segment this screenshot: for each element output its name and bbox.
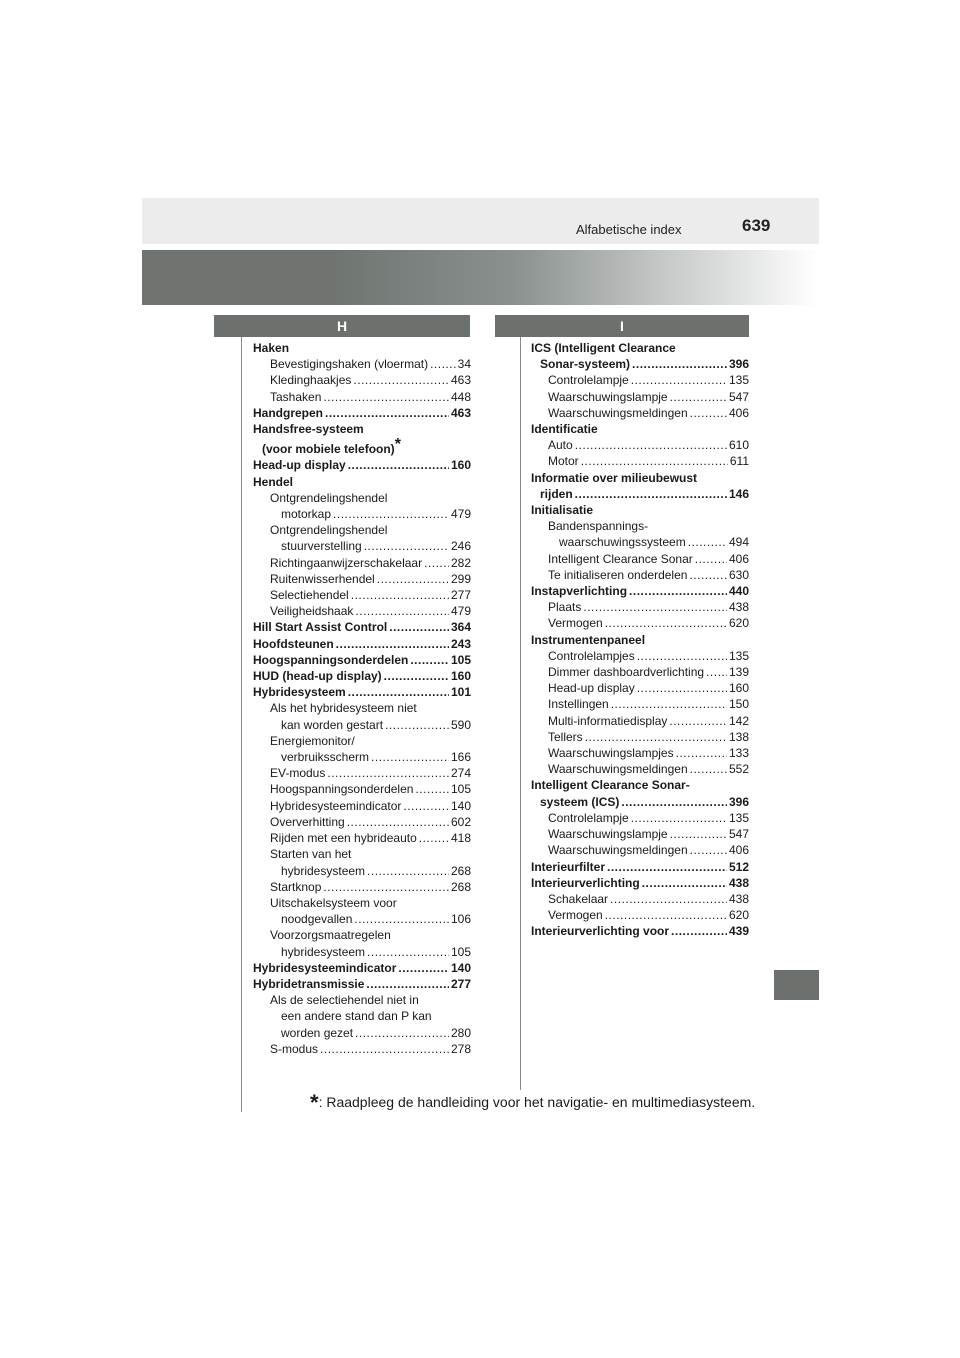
dot-leader [327, 765, 449, 781]
entry-text: Uitschakelsysteem voor [270, 895, 397, 910]
dot-leader [670, 389, 727, 405]
entry-text: Bevestigingshaken (vloermat) [270, 357, 429, 372]
dot-leader [690, 761, 727, 777]
entry-page: 406 [728, 405, 749, 420]
entry-text: Vermogen [548, 908, 603, 923]
entry-page: 463 [450, 405, 471, 420]
index-entry [531, 777, 749, 793]
dot-leader [689, 567, 727, 583]
dot-leader [325, 405, 449, 421]
entry-page: 277 [450, 588, 471, 603]
entry-page: 138 [728, 729, 749, 744]
entry-page: 611 [729, 454, 749, 469]
entry-page: 34 [457, 357, 471, 372]
dot-leader [632, 356, 727, 372]
entry-text: Identificatie [531, 422, 598, 437]
index-entry [531, 664, 749, 680]
entry-page: 479 [450, 507, 471, 522]
entry-page: 160 [728, 681, 749, 696]
entry-page: 146 [728, 486, 749, 501]
entry-text: Ontgrendelingshendel [270, 523, 388, 538]
index-entry [253, 1025, 471, 1041]
entry-text: Hybridesysteemindicator [253, 960, 397, 975]
entry-text: Hybridetransmissie [253, 976, 365, 991]
entry-text: Sonar-systeem) [540, 357, 631, 372]
index-entry [253, 389, 471, 405]
index-entry [253, 421, 471, 437]
entry-text: een andere stand dan P kan [281, 1009, 432, 1024]
entry-text: stuurverstelling [281, 539, 362, 554]
entry-text: HUD (head-up display) [253, 669, 382, 684]
entry-page: 105 [450, 944, 471, 959]
dot-leader [348, 457, 449, 473]
entry-text: Controlelampje [548, 373, 629, 388]
entry-page: 243 [450, 636, 471, 651]
entry-page: 547 [728, 827, 749, 842]
entry-text: Plaats [548, 600, 582, 615]
entry-text: Interieurfilter [531, 859, 606, 874]
entry-text: Hoogspanningsonderdelen [253, 652, 409, 667]
entry-text: Dimmer dashboardverlichting [548, 665, 705, 680]
dot-leader [637, 648, 727, 664]
entry-page: 630 [728, 567, 749, 582]
dot-leader [671, 923, 727, 939]
entry-page: 139 [728, 665, 749, 680]
entry-text: waarschuwingssysteem [559, 535, 686, 550]
entry-text: Hoofdsteunen [253, 636, 334, 651]
index-entry [531, 518, 749, 534]
entry-page: 610 [728, 438, 749, 453]
index-entry [253, 571, 471, 587]
dot-leader [384, 668, 449, 684]
dot-leader [637, 680, 727, 696]
entry-page: 438 [728, 875, 749, 890]
entry-text: Head-up display [548, 681, 635, 696]
index-entry [531, 599, 749, 615]
entry-text: Selectiehendel [270, 588, 349, 603]
entry-text: worden gezet [281, 1025, 354, 1040]
dot-leader [583, 599, 727, 615]
entry-page: 135 [728, 810, 749, 825]
dot-leader [581, 453, 728, 469]
index-entry [531, 761, 749, 777]
left-margin-rule [241, 315, 242, 1112]
dot-leader [607, 859, 727, 875]
index-entry [253, 619, 471, 635]
entry-text: Waarschuwingslampje [548, 389, 668, 404]
entry-text: Instellingen [548, 697, 609, 712]
entry-text: Energiemonitor/ [270, 733, 355, 748]
dot-leader [366, 976, 449, 992]
entry-text: Instrumentenpaneel [531, 632, 646, 647]
entry-page: 133 [728, 746, 749, 761]
index-entry [253, 830, 471, 846]
entry-page: 463 [450, 373, 471, 388]
index-entry [253, 895, 471, 911]
column-divider [520, 315, 521, 1090]
entry-page: 438 [728, 891, 749, 906]
entry-text: Handgrepen [253, 405, 324, 420]
entry-text: Intelligent Clearance Sonar- [531, 778, 690, 793]
section-thumb-tab [774, 970, 819, 1000]
entry-page: 418 [450, 831, 471, 846]
entry-text: Bandenspannings- [548, 519, 649, 534]
column-heading-i: I [495, 315, 749, 337]
entry-page: 406 [728, 551, 749, 566]
entry-text: Hybridesysteemindicator [270, 798, 402, 813]
dot-leader [676, 745, 727, 761]
dot-leader [631, 372, 727, 388]
index-entry [253, 814, 471, 830]
dot-leader [371, 749, 449, 765]
dot-leader [385, 717, 449, 733]
index-entry [531, 534, 749, 550]
dot-leader [367, 863, 449, 879]
entry-text: hybridesysteem [281, 944, 366, 959]
entry-text: ICS (Intelligent Clearance [531, 341, 676, 355]
dot-leader [690, 405, 727, 421]
index-entry [531, 405, 749, 421]
index-entry [253, 636, 471, 652]
index-entry [531, 567, 749, 583]
entry-page: 140 [450, 798, 471, 813]
index-entry [253, 733, 471, 749]
entry-page: 494 [728, 535, 749, 550]
entry-text: Richtingaanwijzerschakelaar [270, 555, 423, 570]
entry-text: Waarschuwingslampjes [548, 746, 674, 761]
index-entry [253, 960, 471, 976]
index-entry [253, 538, 471, 554]
entry-page: 274 [450, 766, 471, 781]
entry-text: Veiligheidshaak [270, 604, 354, 619]
dot-leader [367, 944, 449, 960]
index-entry [253, 944, 471, 960]
entry-text: motorkap [281, 507, 332, 522]
entry-text: (voor mobiele telefoon) [262, 442, 395, 457]
entry-text: Ontgrendelingshendel [270, 490, 388, 505]
entry-text: Als de selectiehendel niet in [270, 993, 419, 1008]
dot-leader [355, 1025, 449, 1041]
entry-page: 140 [450, 960, 471, 975]
entry-page: 448 [450, 389, 471, 404]
footnote-text: : Raadpleeg de handleiding voor het navigatie- en multimediasysteem. [318, 1094, 756, 1110]
dot-leader [642, 875, 727, 891]
dot-leader [336, 636, 449, 652]
dot-leader [354, 911, 449, 927]
index-entry [531, 745, 749, 761]
index-entry [253, 603, 471, 619]
dot-leader [669, 713, 727, 729]
index-entry [531, 583, 749, 599]
dot-leader [351, 587, 449, 603]
entry-page: 135 [728, 373, 749, 388]
dot-leader [610, 891, 727, 907]
dot-leader [398, 960, 449, 976]
entry-page: 277 [450, 976, 471, 991]
entry-text: Instapverlichting [531, 584, 628, 599]
index-entry [253, 765, 471, 781]
dot-leader [353, 372, 449, 388]
index-entry [253, 474, 471, 490]
index-entry [253, 1041, 471, 1057]
entry-page: 299 [450, 571, 471, 586]
entry-text: Kledinghaakjes [270, 373, 352, 388]
dot-leader [631, 810, 727, 826]
dot-leader [430, 356, 456, 372]
page-number: 639 [742, 216, 771, 235]
entry-text: Hill Start Assist Control [253, 620, 388, 635]
entry-text: Waarschuwingsmeldingen [548, 843, 688, 858]
decorative-banner [142, 250, 819, 305]
entry-text: Oververhitting [270, 814, 345, 829]
entry-text: Waarschuwingsmeldingen [548, 762, 688, 777]
index-entry [531, 891, 749, 907]
index-entry [253, 992, 471, 1008]
index-entry [531, 648, 749, 664]
entry-text: Schakelaar [548, 891, 609, 906]
dot-leader [323, 389, 449, 405]
entry-text: Controlelampjes [548, 648, 635, 663]
entry-page: 590 [450, 717, 471, 732]
index-entry [253, 405, 471, 421]
entry-page: 439 [728, 924, 749, 939]
entry-page: 105 [450, 782, 471, 797]
index-entry [531, 632, 749, 648]
index-entry [531, 680, 749, 696]
index-entry [253, 700, 471, 716]
entry-text: Hybridesysteem [253, 685, 346, 700]
index-entry [253, 846, 471, 862]
entry-text: verbruiksscherm [281, 750, 370, 765]
entry-text: Hoogspanningsonderdelen [270, 782, 414, 797]
entry-text: Te initialiseren onderdelen [548, 567, 688, 582]
dot-leader [695, 551, 727, 567]
footnote-asterisk: * [310, 1090, 319, 1115]
index-entry [531, 859, 749, 875]
index-entry [531, 810, 749, 826]
entry-text: Interieurverlichting [531, 875, 640, 890]
entry-page: 105 [450, 652, 471, 667]
index-entry [531, 713, 749, 729]
index-entry [531, 875, 749, 891]
entry-text: systeem (ICS) [540, 794, 620, 809]
index-entry [531, 826, 749, 842]
index-entry [531, 340, 749, 356]
index-entry [253, 879, 471, 895]
index-entry [531, 421, 749, 437]
index-entry [531, 729, 749, 745]
index-entry [531, 437, 749, 453]
entry-page: 135 [728, 648, 749, 663]
entry-page: 160 [450, 458, 471, 473]
index-entry [253, 863, 471, 879]
index-entry [531, 794, 749, 810]
dot-leader [419, 830, 449, 846]
entry-text: Initialisatie [531, 503, 594, 518]
dot-leader [575, 437, 727, 453]
dot-leader [348, 684, 449, 700]
dot-leader [706, 664, 727, 680]
section-title: Alfabetische index [576, 222, 682, 237]
entry-page: 282 [450, 555, 471, 570]
footnote-marker: * [394, 436, 401, 454]
dot-leader [690, 842, 727, 858]
index-entry [253, 457, 471, 473]
index-column-left [253, 340, 471, 1057]
entry-page: 396 [728, 357, 749, 372]
index-entry [253, 1008, 471, 1024]
entry-text: Starten van het [270, 847, 352, 862]
entry-text: hybridesysteem [281, 863, 366, 878]
dot-leader [323, 879, 449, 895]
index-column-right [531, 340, 749, 940]
entry-page: 406 [728, 843, 749, 858]
entry-text: Informatie over milieubewust [531, 470, 698, 485]
entry-text: Intelligent Clearance Sonar [548, 551, 693, 566]
index-entry [253, 437, 471, 457]
dot-leader [605, 907, 727, 923]
dot-leader [415, 781, 449, 797]
dot-leader [347, 814, 449, 830]
entry-text: Voorzorgsmaatregelen [270, 928, 391, 943]
index-entry [531, 907, 749, 923]
index-entry [531, 356, 749, 372]
dot-leader [410, 652, 449, 668]
index-entry [253, 587, 471, 603]
index-entry [531, 502, 749, 518]
index-entry [531, 615, 749, 631]
index-entry [253, 668, 471, 684]
index-entry [531, 923, 749, 939]
entry-text: Tellers [548, 729, 583, 744]
dot-leader [389, 619, 449, 635]
dot-leader [377, 571, 449, 587]
entry-text: Multi-informatiedisplay [548, 713, 668, 728]
dot-leader [355, 603, 449, 619]
index-entry [253, 522, 471, 538]
entry-text: Rijden met een hybrideauto [270, 831, 417, 846]
dot-leader [629, 583, 727, 599]
dot-leader [611, 696, 727, 712]
entry-page: 552 [728, 762, 749, 777]
index-entry [531, 470, 749, 486]
entry-page: 106 [450, 912, 471, 927]
entry-text: EV-modus [270, 766, 326, 781]
entry-text: Tashaken [270, 389, 322, 404]
entry-page: 166 [450, 750, 471, 765]
entry-page: 479 [450, 604, 471, 619]
entry-text: Head-up display [253, 458, 346, 473]
entry-page: 101 [450, 685, 471, 700]
entry-page: 364 [450, 620, 471, 635]
index-entry [253, 781, 471, 797]
entry-page: 280 [450, 1025, 471, 1040]
index-entry [531, 453, 749, 469]
entry-text: Motor [548, 454, 579, 469]
entry-page: 268 [450, 879, 471, 894]
index-entry [531, 696, 749, 712]
entry-text: Haken [253, 341, 290, 355]
entry-page: 440 [728, 584, 749, 599]
footnote [310, 1090, 755, 1116]
entry-text: rijden [540, 486, 573, 501]
index-entry [253, 372, 471, 388]
dot-leader [575, 486, 727, 502]
entry-text: Waarschuwingsmeldingen [548, 405, 688, 420]
dot-leader [320, 1041, 449, 1057]
index-entry [253, 798, 471, 814]
entry-text: Handsfree-systeem [253, 422, 364, 437]
entry-text: Auto [548, 438, 573, 453]
index-entry [253, 927, 471, 943]
index-entry [253, 717, 471, 733]
dot-leader [688, 534, 727, 550]
index-entry [253, 684, 471, 700]
index-entry [531, 389, 749, 405]
entry-page: 150 [728, 697, 749, 712]
entry-page: 512 [728, 859, 749, 874]
entry-text: Interieurverlichting voor [531, 924, 670, 939]
entry-text: noodgevallen [281, 912, 353, 927]
entry-text: Vermogen [548, 616, 603, 631]
column-heading-h: H [214, 315, 470, 337]
entry-page: 246 [450, 539, 471, 554]
index-entry [253, 749, 471, 765]
entry-page: 278 [450, 1041, 471, 1056]
entry-page: 620 [728, 616, 749, 631]
entry-page: 268 [450, 863, 471, 878]
dot-leader [424, 555, 449, 571]
index-entry [531, 486, 749, 502]
dot-leader [585, 729, 727, 745]
dot-leader [605, 615, 727, 631]
entry-page: 438 [728, 600, 749, 615]
entry-page: 396 [728, 794, 749, 809]
index-entry [253, 356, 471, 372]
index-entry [253, 340, 471, 356]
header-bar [142, 198, 819, 244]
index-entry [253, 976, 471, 992]
entry-text: Hendel [253, 474, 294, 489]
entry-text: Waarschuwingslampje [548, 827, 668, 842]
entry-page: 160 [450, 669, 471, 684]
index-entry [531, 372, 749, 388]
dot-leader [621, 794, 727, 810]
dot-leader [403, 798, 449, 814]
entry-text: kan worden gestart [281, 717, 384, 732]
index-entry [253, 652, 471, 668]
entry-page: 602 [450, 814, 471, 829]
entry-text: Ruitenwisserhendel [270, 571, 375, 586]
index-entry [253, 911, 471, 927]
dot-leader [670, 826, 727, 842]
entry-text: Startknop [270, 879, 322, 894]
entry-page: 142 [728, 713, 749, 728]
index-entry [253, 555, 471, 571]
entry-text: S-modus [270, 1041, 319, 1056]
dot-leader [333, 506, 449, 522]
entry-text: Controlelampje [548, 810, 629, 825]
index-entry [253, 490, 471, 506]
index-entry [531, 842, 749, 858]
dot-leader [364, 538, 449, 554]
index-entry [531, 551, 749, 567]
entry-text: Als het hybridesysteem niet [270, 701, 417, 716]
entry-page: 620 [728, 908, 749, 923]
index-entry [253, 506, 471, 522]
entry-page: 547 [728, 389, 749, 404]
